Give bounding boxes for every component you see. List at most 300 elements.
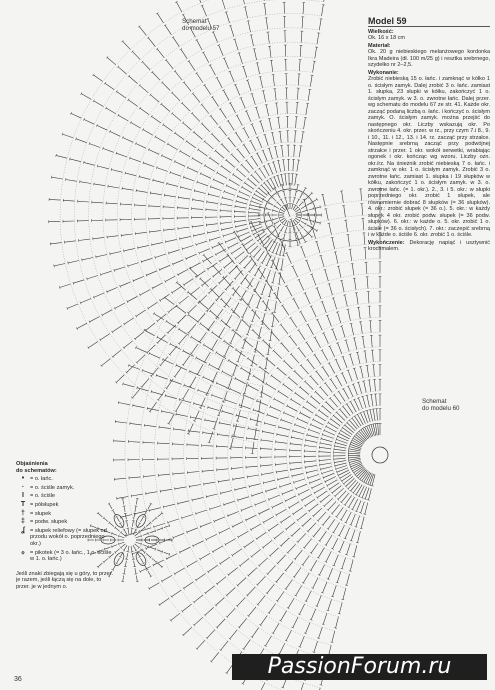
stitch-mark [371, 395, 373, 407]
stitch-mark [296, 199, 299, 204]
stitch-mark [281, 538, 290, 546]
stitch-top [277, 478, 278, 481]
stitch-mark [358, 398, 362, 409]
stitch-mark [270, 329, 272, 340]
stitch-mark [237, 228, 248, 231]
center-ring [372, 447, 388, 463]
stitch-top [337, 391, 339, 393]
stitch-mark [196, 574, 206, 581]
stitch-mark [262, 253, 268, 263]
stitch-mark [353, 483, 360, 493]
stitch-mark [144, 476, 156, 477]
stitch-mark [356, 516, 360, 527]
stitch-top [255, 425, 258, 426]
stitch-top [133, 566, 136, 567]
stitch-mark [263, 480, 275, 483]
legend-item: · = o. ściśle zamyk. [16, 485, 116, 492]
stitch-mark [171, 613, 180, 620]
stitch-mark [309, 504, 318, 511]
stitch-mark [177, 306, 187, 313]
stitch-mark [244, 339, 253, 347]
stitch-mark [328, 519, 335, 529]
stitch-mark [278, 161, 281, 172]
stitch-mark [187, 445, 199, 446]
stitch-mark [361, 517, 364, 528]
stitch-mark [320, 531, 327, 541]
stitch-mark [157, 168, 168, 172]
stitch-mark [325, 477, 336, 482]
stitch-mark [307, 260, 311, 271]
stitch-mark [175, 71, 182, 80]
stitch-mark [244, 541, 254, 548]
stitch-mark [356, 501, 361, 512]
stitch-mark [203, 256, 213, 261]
stitch-mark [329, 223, 332, 235]
stitch-mark [232, 549, 242, 556]
stitch-mark [339, 392, 345, 402]
stitch-mark [307, 402, 316, 409]
stitch-mark [263, 431, 275, 433]
stitch-mark [73, 280, 84, 283]
stitch-mark [352, 264, 354, 276]
stitch-mark [123, 499, 124, 505]
stitch-top [306, 471, 307, 474]
stitch-mark [172, 287, 182, 293]
stitch-mark [267, 584, 274, 593]
stitch-top [159, 604, 161, 606]
stitch-mark [322, 435, 333, 439]
stitch-mark [327, 480, 337, 486]
stitch-mark [288, 598, 294, 608]
stitch-mark [339, 433, 349, 439]
stitch-mark [178, 227, 189, 228]
stitch-mark [200, 324, 209, 331]
stitch-mark [183, 627, 192, 635]
stitch-mark [166, 60, 173, 69]
stitch-mark [356, 293, 358, 305]
stitch-mark [239, 618, 247, 627]
stitch-top [335, 441, 336, 444]
stitch-top [247, 21, 250, 22]
legend-item: ʆ = słupek reliefowy (= słupek od przodu wokół o. poprzedniego okr.) [16, 528, 116, 548]
stitch-mark [193, 541, 204, 546]
stitch-mark [233, 303, 239, 313]
stitch-mark [342, 281, 345, 292]
stitch-top [227, 120, 229, 122]
stitch-mark [305, 293, 310, 304]
stitch-mark [115, 422, 127, 423]
stitch-top [278, 284, 281, 285]
stitch-top [250, 156, 252, 158]
stitch-mark [161, 104, 170, 112]
stitch-top [352, 492, 354, 494]
stitch-mark [248, 429, 260, 431]
stitch-mark [313, 199, 318, 202]
stitch-mark [194, 403, 205, 406]
stitch-top [124, 513, 127, 514]
stitch-mark [226, 315, 232, 325]
stitch-mark [354, 338, 357, 350]
stitch-top [247, 476, 248, 479]
stitch-mark [334, 555, 339, 566]
stitch-mark [290, 462, 302, 463]
stitch-mark [266, 384, 276, 390]
stitch-mark [280, 244, 283, 255]
stitch-mark [233, 288, 241, 297]
stitch-mark [280, 483, 291, 487]
stitch-mark [70, 159, 81, 162]
stitch-mark [114, 441, 126, 442]
stitch-mark [339, 525, 344, 536]
stitch-top [176, 413, 177, 416]
stitch-mark [212, 340, 218, 350]
stitch-top [321, 194, 324, 195]
stitch-mark [269, 148, 272, 159]
stitch-mark [80, 182, 91, 184]
stitch-mark [302, 494, 312, 500]
stitch-mark [350, 444, 361, 448]
stitch-mark [351, 514, 356, 525]
stitch-top [172, 36, 174, 38]
stitch-mark [241, 236, 251, 241]
stitch-top [349, 461, 350, 464]
stitch-mark [182, 103, 190, 111]
stitch-mark [235, 206, 246, 208]
stitch-mark [211, 653, 218, 662]
stitch-mark [224, 501, 235, 505]
stitch-mark [176, 2, 181, 12]
stitch-mark [276, 442, 288, 444]
stitch-mark [375, 424, 377, 436]
stitch-mark [192, 209, 203, 210]
stitch-top [251, 453, 254, 454]
stitch-mark [350, 354, 353, 365]
stitch-mark [260, 222, 265, 223]
stitch-top [131, 528, 134, 529]
stitch-top [284, 232, 287, 233]
stitch-mark [295, 131, 296, 142]
stitch-mark [152, 558, 157, 562]
slip-stitch-symbol-icon: · [21, 483, 25, 491]
stitch-mark [318, 548, 324, 558]
stitch-mark [293, 617, 298, 628]
stitch-mark [237, 578, 246, 586]
stitch-top [315, 241, 318, 242]
stitch-mark [310, 376, 318, 385]
stitch-mark [200, 553, 210, 559]
stitch-mark [226, 12, 229, 23]
stitch-mark [197, 0, 201, 3]
stitch-mark [233, 364, 237, 375]
stitch-mark [226, 160, 235, 167]
stitch-mark [315, 392, 323, 400]
stitch-mark [252, 355, 255, 366]
stitch-mark [176, 414, 188, 416]
stitch-mark [264, 517, 274, 523]
stitch-mark [60, 284, 71, 288]
stitch-top [272, 218, 273, 221]
stitch-mark [295, 218, 300, 221]
stitch-mark [307, 203, 312, 206]
stitch-mark [164, 229, 175, 230]
stitch-mark [259, 509, 270, 514]
stitch-mark [157, 550, 163, 552]
stitch-mark [266, 220, 271, 221]
stitch-mark [271, 60, 272, 71]
stitch-mark [119, 542, 125, 544]
stitch-mark [221, 641, 228, 650]
stitch-mark [260, 449, 272, 450]
stitch-mark [375, 379, 376, 391]
stitch-top [221, 203, 222, 206]
stitch-mark [304, 539, 311, 548]
stitch-mark [173, 260, 184, 264]
stitch-top [133, 513, 136, 514]
stitch-top [192, 499, 193, 502]
stitch-mark [194, 595, 203, 602]
stitch-top [135, 574, 138, 575]
stitch-mark [332, 329, 336, 340]
stitch-mark [321, 256, 324, 267]
stitch-mark [128, 528, 129, 534]
stitch-mark [334, 395, 341, 404]
stitch-mark [358, 531, 361, 542]
stitch-top [340, 429, 342, 431]
stitch-mark [150, 193, 161, 195]
stitch-mark [97, 125, 107, 130]
stitch-mark [121, 544, 126, 548]
stitch-mark [248, 607, 256, 616]
stitch-mark [296, 117, 297, 128]
stitch-mark [114, 478, 126, 479]
stitch-mark [226, 238, 237, 242]
stitch-mark [231, 447, 243, 448]
stitch-mark [186, 254, 197, 259]
stitch-mark [363, 218, 364, 230]
stitch-mark [342, 373, 347, 384]
stitch-mark [280, 209, 285, 212]
stitch-mark [261, 185, 269, 193]
stitch-top [317, 497, 319, 499]
stitch-mark [247, 438, 259, 440]
stitch-mark [184, 279, 194, 285]
stitch-mark [139, 177, 150, 180]
stitch-mark [235, 378, 245, 384]
stitch-mark [234, 426, 246, 428]
stitch-mark [101, 271, 112, 274]
stitch-mark [328, 599, 332, 610]
stitch-mark [124, 318, 134, 324]
stitch-top [345, 403, 347, 405]
stitch-mark [191, 337, 201, 343]
stitch-mark [231, 468, 243, 469]
model-59-instructions [368, 18, 490, 254]
stitch-mark [291, 437, 303, 439]
stitch-mark [335, 463, 347, 466]
stitch-mark [241, 506, 252, 510]
stitch-top [250, 35, 253, 36]
stitch-mark [246, 448, 258, 449]
stitch-mark [299, 348, 306, 357]
stitch-mark [305, 381, 313, 389]
stitch-mark [277, 434, 289, 436]
stitch-top [356, 542, 359, 543]
stitch-mark [267, 415, 278, 419]
stitch-mark [93, 237, 104, 238]
stitch-mark [214, 180, 224, 185]
stitch-mark [249, 219, 260, 220]
stitch-mark [266, 105, 268, 116]
stitch-mark [294, 371, 302, 379]
stitch-mark [297, 240, 298, 245]
stitch-top [203, 84, 205, 86]
stitch-mark [152, 72, 160, 80]
stitch-mark [246, 466, 258, 467]
stitch-mark [243, 395, 254, 400]
stitch-mark [136, 144, 146, 149]
stitch-mark [269, 203, 274, 206]
stitch-mark [183, 351, 193, 357]
stitch-mark [247, 475, 259, 477]
stitch-mark [276, 470, 288, 472]
stitch-top [111, 331, 113, 333]
stitch-mark [332, 238, 335, 250]
stitch-mark [317, 242, 320, 253]
stitch-mark [319, 19, 321, 30]
stitch-mark [294, 479, 305, 483]
stitch-mark [366, 262, 367, 274]
stitch-top [191, 336, 193, 338]
stitch-mark [323, 195, 326, 207]
stitch-mark [88, 342, 98, 348]
stitch-top [82, 259, 83, 262]
legend [16, 461, 116, 591]
stitch-mark [266, 18, 267, 29]
stitch-mark [265, 4, 266, 15]
stitch-mark [340, 472, 350, 478]
stitch-mark [348, 309, 351, 321]
stitch-mark [306, 591, 311, 602]
stitch-mark [222, 411, 233, 414]
stitch-mark [295, 550, 302, 559]
size-text: Ok. 16 x 18 cm [368, 35, 405, 41]
stitch-mark [124, 545, 127, 550]
stitch-mark [224, 192, 235, 196]
stitch-mark [122, 188, 133, 190]
stitch-mark [127, 521, 128, 527]
stitch-mark [230, 180, 240, 186]
stitch-mark [92, 202, 103, 203]
stitch-mark [339, 541, 344, 552]
stitch-mark [279, 212, 284, 213]
stitch-mark [188, 431, 200, 432]
stitch-mark [300, 45, 301, 56]
stitch-mark [319, 627, 323, 638]
stitch-mark [134, 561, 135, 567]
stitch-mark [334, 449, 346, 451]
stitch-top [266, 207, 267, 210]
stitch-mark [314, 527, 321, 536]
stitch-mark [276, 573, 283, 582]
stitch-mark [280, 218, 285, 221]
stitch-mark [292, 473, 303, 476]
chain-symbol-icon: • [21, 475, 25, 483]
stitch-top [124, 250, 125, 253]
stitch-mark [190, 263, 200, 268]
stitch-mark [155, 254, 166, 258]
stitch-top [236, 200, 237, 203]
stitch-mark [307, 342, 313, 352]
stitch-mark [267, 270, 271, 281]
stitch-mark [299, 60, 300, 71]
stitch-mark [135, 544, 140, 548]
stitch-mark [197, 364, 203, 374]
stitch-mark [197, 640, 205, 649]
stitch-mark [336, 466, 347, 470]
stitch-mark [124, 506, 125, 512]
stitch-mark [204, 482, 216, 484]
stitch-mark [289, 377, 298, 385]
stitch-mark [359, 307, 361, 319]
stitch-mark [273, 210, 278, 211]
stitch-top [249, 255, 251, 257]
stitch-mark [285, 174, 286, 185]
stitch-mark [236, 133, 242, 143]
stitch-top [253, 49, 256, 50]
stitch-mark [306, 623, 311, 634]
legend-note: Jeśli znaki zbiegają się u góry, to przer. je razem, jeśli łączą się na dole, to przer. je w jednym o. [16, 570, 113, 590]
stitch-mark [308, 474, 319, 478]
stitch-top [190, 416, 191, 419]
stitch-top [147, 407, 148, 410]
stitch-mark [336, 360, 341, 371]
stitch-mark [220, 255, 230, 261]
stitch-top [222, 196, 223, 199]
stitch-top [240, 367, 242, 369]
stitch-mark [274, 351, 282, 359]
stitch-mark [276, 258, 279, 269]
stitch-mark [298, 534, 306, 543]
stitch-mark [313, 508, 322, 516]
stitch-mark [362, 204, 363, 216]
stitch-mark [356, 485, 362, 495]
stitch-mark [367, 411, 370, 422]
stitch-mark [269, 119, 271, 130]
stitch-mark [290, 336, 297, 345]
stitch-mark [49, 199, 60, 200]
stitch-mark [311, 306, 316, 317]
stitch-mark [90, 144, 101, 148]
legend-item: ℴ = pikotek (= 3 o. łańc., 1 o. ściśle w 1. o. łańc.) [16, 550, 116, 563]
stitch-mark [317, 320, 322, 331]
stitch-mark [249, 294, 254, 304]
stitch-mark [166, 239, 177, 241]
stitch-top [206, 495, 207, 498]
stitch-mark [299, 146, 301, 157]
execution-heading: Wykonanie: [368, 69, 399, 76]
stitch-mark [344, 477, 353, 484]
stitch-top [280, 174, 283, 175]
stitch-mark [238, 196, 249, 200]
stitch-mark [250, 246, 258, 254]
stitch-mark [277, 368, 286, 376]
stitch-mark [193, 93, 200, 102]
stitch-mark [131, 122, 141, 128]
stitch-mark [158, 513, 163, 517]
stitch-mark [212, 395, 223, 399]
stitch-mark [266, 239, 273, 248]
stitch-top [291, 436, 292, 439]
